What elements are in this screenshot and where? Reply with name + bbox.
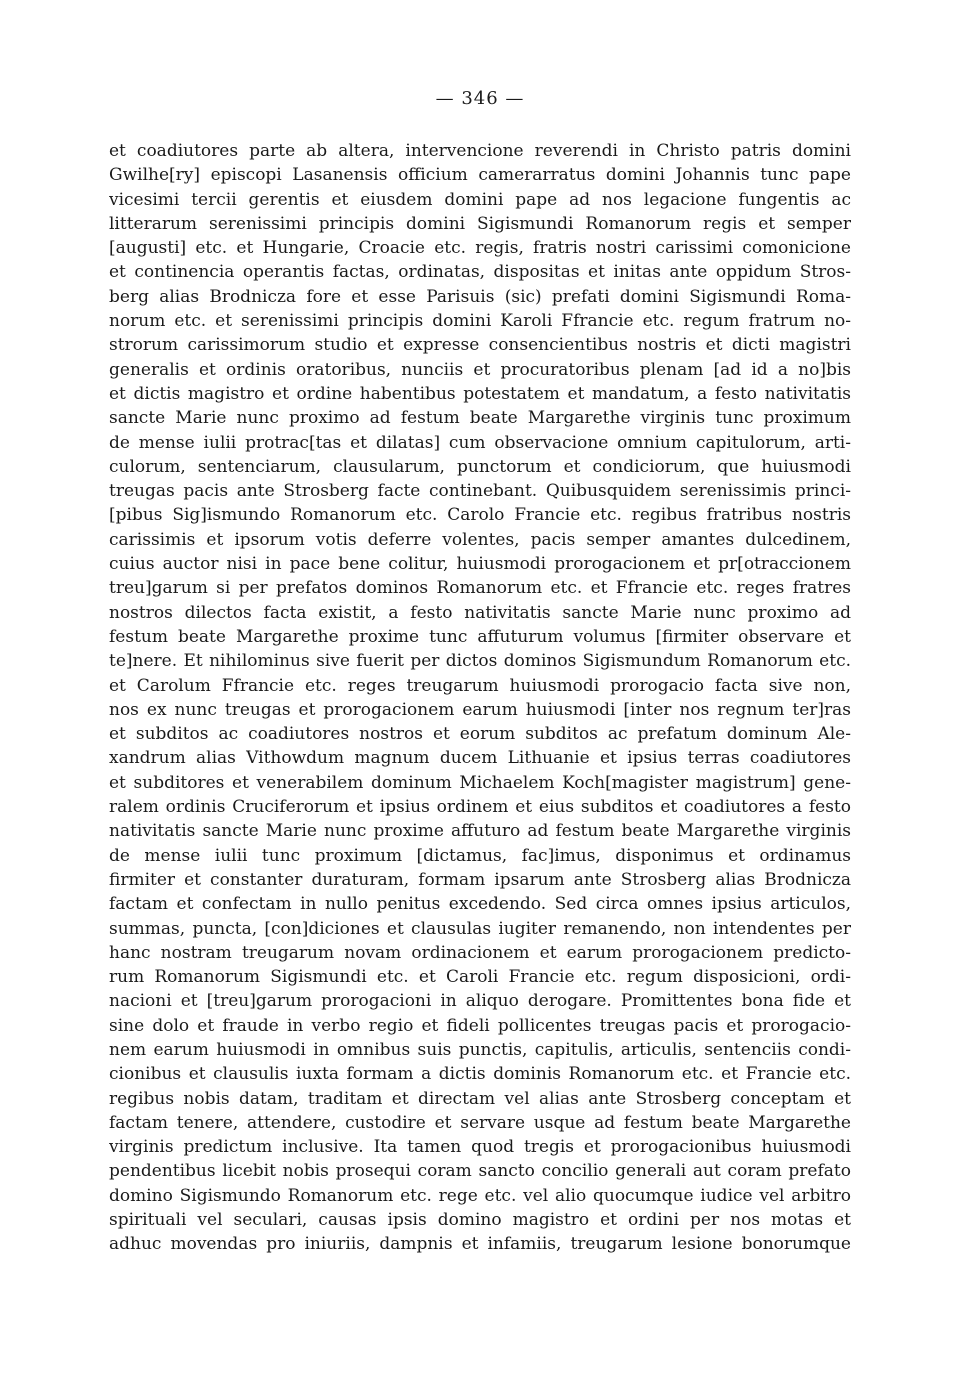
text-line: te]nere. Et nihilominus sive fuerit per dictos dominos Sigismundum Romanorum etc. xyxy=(109,651,851,672)
text-line: nos ex nunc treugas et prorogacionem earum huiusmodi [inter nos regnum ter]ras xyxy=(109,699,851,720)
text-line: generalis et ordinis oratoribus, nunciis et procuratoribus plenam [ad id a no]bis xyxy=(109,359,851,380)
text-line: virginis predictum inclusive. Ita tamen quod tregis et prorogacionibus huiusmodi xyxy=(109,1137,851,1158)
text-line: strorum carissimorum studio et expresse consencientibus nostris et dicti magistri xyxy=(109,335,851,356)
text-line: adhuc movendas pro iniuriis, dampnis et infamiis, treugarum lesione bonorumque xyxy=(109,1234,851,1255)
text-line: [pibus Sig]ismundo Romanorum etc. Carolo Francie etc. regibus fratribus nostris xyxy=(109,505,851,526)
text-line: [augusti] etc. et Hungarie, Croacie etc. regis, fratris nostri carissimi comonicione xyxy=(109,238,851,259)
text-line: et subditores et venerabilem dominum Michaelem Koch[magister magistrum] gene- xyxy=(109,772,851,793)
text-line: factam tenere, attendere, custodire et servare usque ad festum beate Margarethe xyxy=(109,1112,851,1133)
text-line: Gwilhe[ry] episcopi Lasanensis officium camerarratus domini Johannis tunc pape xyxy=(109,165,851,186)
text-line: berg alias Brodnicza fore et esse Parisuis (sic) prefati domini Sigismundi Roma- xyxy=(109,286,851,307)
text-line: de mense iulii tunc proximum [dictamus, fac]imus, disponimus et ordinamus xyxy=(109,845,851,866)
text-line: cuius auctor nisi in pace bene colitur, huiusmodi prorogacionem et pr[otraccionem xyxy=(109,554,851,575)
text-line: domino Sigismundo Romanorum etc. rege etc. vel alio quocumque iudice vel arbitro xyxy=(109,1185,851,1206)
text-line: treu]garum si per prefatos dominos Romanorum etc. et Ffrancie etc. reges fratres xyxy=(109,578,851,599)
text-line: pendentibus licebit nobis prosequi coram sancto concilio generali aut coram prefato xyxy=(109,1161,851,1182)
text-line: factam et confectam in nullo penitus excedendo. Sed circa omnes ipsius articulos, xyxy=(109,894,851,915)
text-line: et continencia operantis factas, ordinatas, dispositas et initas ante oppidum Stros- xyxy=(109,262,851,283)
text-line: festum beate Margarethe proxime tunc affuturum volumus [firmiter observare et xyxy=(109,626,851,647)
text-line: sancte Marie nunc proximo ad festum beate Margarethe virginis tunc proximum xyxy=(109,408,851,429)
text-line: norum etc. et serenissimi principis domini Karoli Ffrancie etc. regum fratrum no- xyxy=(109,311,851,332)
text-line: cionibus et clausulis iuxta formam a dictis dominis Romanorum etc. et Francie etc. xyxy=(109,1064,851,1085)
text-line: regibus nobis datam, traditam et directam vel alias ante Strosberg conceptam et xyxy=(109,1088,851,1109)
text-line: hanc nostram treugarum novam ordinacionem et earum prorogacionem predicto- xyxy=(109,942,851,963)
text-line: summas, puncta, [con]diciones et clausulas iugiter remanendo, non intendentes per xyxy=(109,918,851,939)
text-line: et subditos ac coadiutores nostros et eorum subditos ac prefatum dominum Ale- xyxy=(109,724,851,745)
text-line: nacioni et [treu]garum prorogacioni in aliquo derogare. Promittentes bona fide et xyxy=(109,991,851,1012)
text-line: treugas pacis ante Strosberg facte continebant. Quibusquidem serenissimis princi- xyxy=(109,481,851,502)
text-line: vicesimi tercii gerentis et eiusdem domini pape ad nos legacione fungentis ac xyxy=(109,189,851,210)
text-line: sine dolo et fraude in verbo regio et fideli pollicentes treugas pacis et prorogacio- xyxy=(109,1015,851,1036)
text-line: nostros dilectos facta existit, a festo nativitatis sancte Marie nunc proximo ad xyxy=(109,602,851,623)
text-line: xandrum alias Vithowdum magnum ducem Lithuanie et ipsius terras coadiutores xyxy=(109,748,851,769)
text-line: ralem ordinis Cruciferorum et ipsius ordinem et eius subditos et coadiutores a festo xyxy=(109,797,851,818)
body-text xyxy=(109,139,851,1257)
text-line: firmiter et constanter duraturam, formam ipsarum ante Strosberg alias Brodnicza xyxy=(109,869,851,890)
text-line: et coadiutores parte ab altera, intervencione reverendi in Christo patris domini xyxy=(109,141,851,161)
text-line: nativitatis sancte Marie nunc proxime affuturo ad festum beate Margarethe virginis xyxy=(109,821,851,842)
page-number: — 346 — xyxy=(435,88,525,109)
text-line: spirituali vel seculari, causas ipsis domino magistro et ordini per nos motas et xyxy=(109,1210,851,1231)
text-line: de mense iulii protrac[tas et dilatas] cum observacione omnium capitulorum, arti- xyxy=(109,432,851,453)
text-line: litterarum serenissimi principis domini Sigismundi Romanorum regis et semper xyxy=(109,213,851,234)
text-line: et Carolum Ffrancie etc. reges treugarum huiusmodi prorogacio facta sive non, xyxy=(109,675,851,696)
text-line: rum Romanorum Sigismundi etc. et Caroli Francie etc. regum disposicioni, ordi- xyxy=(109,967,851,988)
text-line: carissimis et ipsorum votis deferre volentes, pacis semper amantes dulcedinem, xyxy=(109,529,851,550)
text-line: nem earum huiusmodi in omnibus suis punctis, capitulis, articulis, sentenciis condi- xyxy=(109,1039,851,1060)
text-line: et dictis magistro et ordine habentibus potestatem et mandatum, a festo nativitatis xyxy=(109,383,851,404)
text-line: culorum, sentenciarum, clausularum, punctorum et condiciorum, que huiusmodi xyxy=(109,456,851,477)
